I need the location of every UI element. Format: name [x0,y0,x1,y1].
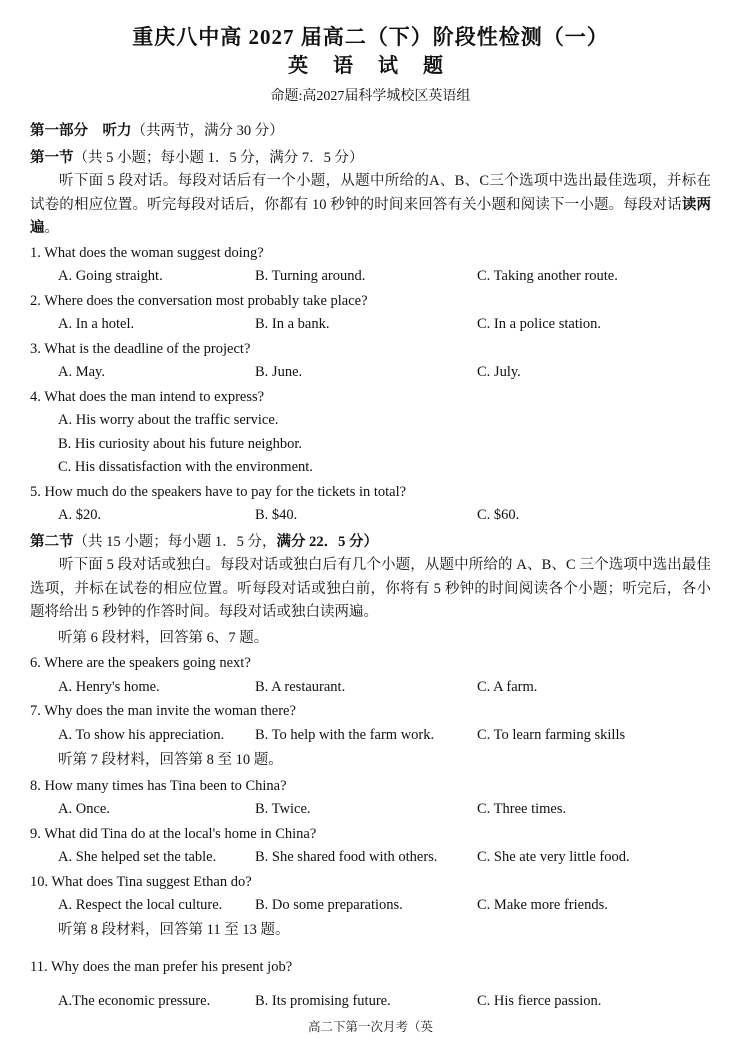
section1-instructions [30,170,711,240]
question-text: 6. Where are the speakers going next? [30,655,251,672]
question-text: 9. What did Tina do at the local's home in China? [30,825,317,842]
option: C. $60. [477,507,520,524]
option: B. A restaurant. [255,678,346,695]
question-text: 10. What does Tina suggest Ethan do? [30,873,252,890]
part1-section1-heading [30,147,711,170]
text-run: 读两遍 [30,196,712,237]
question-8 [30,775,711,822]
text-run: 第一部分 听力 [30,123,132,140]
option: B. June. [255,364,303,381]
text-run: 听第 8 段材料，回答第 11 至 13 题。 [58,922,290,939]
options [30,798,711,821]
question-2 [30,290,711,337]
option: C. Taking another route. [477,268,618,285]
option: B. She shared food with others. [255,849,438,866]
option: C. She ate very little food. [477,849,630,866]
option: A. In a hotel. [58,316,135,333]
exam-byline: 命题:高2027届科学城校区英语组 [270,89,471,105]
question-text: 11. Why does the man prefer his present job? [30,958,293,975]
option: B. Turning around. [255,268,366,285]
question-1 [30,242,711,289]
question-6 [30,652,711,699]
text-run: （共两节，满分 30 分） [131,123,284,140]
options [30,409,711,479]
option: A. His worry about the traffic service. [58,412,279,429]
options [30,504,711,527]
option: B. $40. [255,507,298,524]
option: A. Henry's home. [58,678,160,695]
material-7-note [30,749,711,772]
option: A. She helped set the table. [58,849,217,866]
text-run: 听下面 5 段对话或独白。每段对话或独白后有几个小题，从题中所给的 A、B、C 三个选项中选出最佳选项，并标在试卷的相应位置。听每段对话或独白前，你将有 5 秒钟的时间阅读各个小题；听完后，各小题将给出 5 秒钟的作答时间。每段对话或独白读两遍。 [30,557,711,621]
question-text: 5. How much do the speakers have to pay for the tickets in total? [30,483,407,500]
options [30,313,711,336]
question-3 [30,338,711,385]
option: C. His fierce passion. [477,993,602,1010]
option: B. Twice. [255,801,311,818]
part1-heading [30,120,711,143]
question-10 [30,871,711,918]
option: C. July. [477,364,521,381]
option: B. Its promising future. [255,993,391,1010]
option: C. A farm. [477,678,538,695]
text-run: 第二节 [30,533,74,550]
question-text: 7. Why does the man invite the woman there? [30,703,296,720]
question-9 [30,823,711,870]
exam-subject: 英 语 试 题 [288,55,453,78]
option: A. $20. [58,507,102,524]
text-run: 听第 7 段材料，回答第 8 至 10 题。 [58,752,283,769]
option: A. Respect the local culture. [58,896,223,913]
part1-section2-heading [30,531,711,554]
option: A.The economic pressure. [58,993,211,1010]
option: C. Three times. [477,801,567,818]
option: C. Make more friends. [477,896,608,913]
options [30,361,711,384]
text-run: 听下面 5 段对话。每段对话后有一个小题，从题中所给的A、B、C三个选项中选出最佳选项，并标在试卷的相应位置。听完每段对话后，你都有 10 秒钟的时间来回答有关小题和阅读下一小题。每段对话 [30,173,711,213]
question-text: 2. Where does the conversation most probably take place? [30,292,368,309]
question-7 [30,700,711,747]
option: B. In a bank. [255,316,330,333]
options [30,724,711,747]
material-8-note [30,919,711,942]
text-run: （共 15 小题；每小题 1．5 分， [73,533,277,550]
option: B. To help with the farm work. [255,726,435,743]
text-run: 。 [44,220,59,237]
page-footer: 高二下第一次月考（英 [307,1020,433,1034]
options [30,265,711,288]
text-run: （共 5 小题；每小题 1．5 分，满分 7．5 分） [73,149,364,166]
options [30,846,711,869]
option: B. His curiosity about his future neighbor. [58,435,303,452]
question-4 [30,386,711,480]
question-5 [30,481,711,528]
option: C. To learn farming skills [477,726,626,743]
question-text: 8. How many times has Tina been to China? [30,777,287,794]
question-11 [30,956,711,1014]
question-text: 1. What does the woman suggest doing? [30,244,264,261]
option: B. Do some preparations. [255,896,403,913]
option: A. To show his appreciation. [58,726,225,743]
section2-instructions [30,554,711,624]
option: C. In a police station. [477,316,602,333]
option: A. Going straight. [58,268,163,285]
question-text: 3. What is the deadline of the project? [30,340,251,357]
question-text: 4. What does the man intend to express? [30,388,265,405]
option: C. His dissatisfaction with the environment. [58,459,313,476]
option: A. Once. [58,801,110,818]
text-run: 满分 22．5 分） [276,533,378,550]
options [30,676,711,699]
text-run: 听第 6 段材料，回答第 6、7 题。 [58,629,269,646]
document-body [30,120,711,1013]
text-run: 第一节 [30,149,74,166]
options [30,990,711,1013]
option: A. May. [58,364,105,381]
material-6-note [30,627,711,650]
options [30,894,711,917]
exam-title: 重庆八中高 2027 届高二（下）阶段性检测（一） [132,25,609,49]
